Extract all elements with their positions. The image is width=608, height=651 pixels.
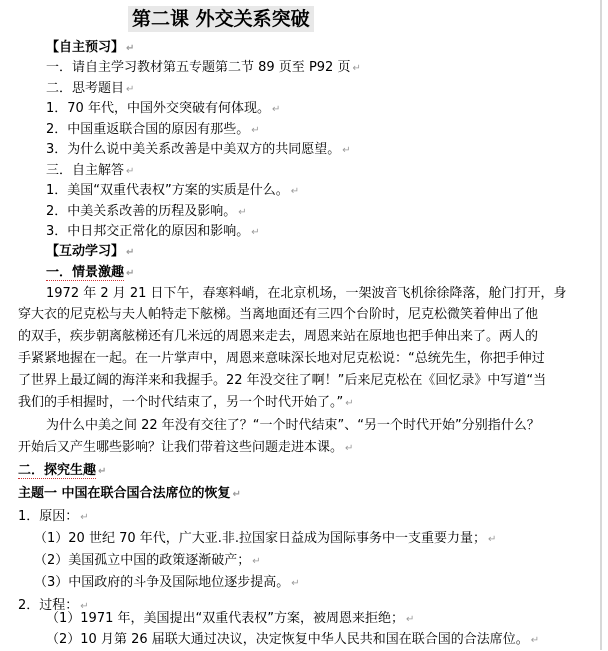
topic-heading: 主题一 中国在联合国合法席位的恢复 ↵	[18, 486, 241, 501]
text-line: 2．中国重返联合国的原因有那些。 ↵	[46, 122, 260, 137]
text-line: 的双手，疾步朝离舷梯还有几米远的周恩来走去，周恩来站在原地也把手伸出来了。两人的	[18, 329, 539, 344]
text-line: （1）20 世纪 70 年代，广大亚.非.拉国家日益成为国际事务中一支重要力量； ↵	[34, 531, 497, 546]
text-line: 为什么中美之间 22 年没有交往了？“一个时代结束”、“另一个时代开始”分别指什么？	[46, 418, 540, 433]
text-line: 了世界上最辽阔的海洋来和我握手。22 年没交往了啊！”后来尼克松在《回忆录》中写道“当	[18, 373, 547, 388]
text-line: 三．自主解答 ↵	[46, 163, 135, 178]
text-line: 2．中美关系改善的历程及影响。 ↵	[46, 204, 247, 219]
text-line: 1．美国“双重代表权”方案的实质是什么。 ↵	[46, 183, 300, 198]
text-line: 我们的手相握时，一个时代结束了，另一个时代开始了。” ↵	[18, 395, 354, 410]
text-line: 一．请自主学习教材第五专题第二节 89 页至 P92 页 ↵	[46, 60, 361, 75]
subheading-scenario: 一．情景激趣 ↵	[46, 265, 135, 280]
text-line: 1972 年 2 月 21 日下午，春寒料峭，在北京机场，一架波音飞机徐徐降落，舱门打开，身	[46, 286, 567, 301]
text-line: 1．原因： ↵	[18, 509, 89, 524]
text-line: （2）10 月第 26 届联大通过决议，决定恢复中华人民共和国在联合国的合法席位。 ↵	[46, 632, 540, 647]
text-line: 2．过程： ↵	[18, 598, 89, 613]
section-heading-preview: 【自主预习】 ↵	[46, 40, 135, 55]
text-line: 3．中日邦交正常化的原因和影响。 ↵	[46, 224, 260, 239]
text-line: 1．70 年代，中国外交突破有何体现。 ↵	[46, 101, 281, 116]
text-line: （1）1971 年，美国提出“双重代表权”方案，被周恩来拒绝； ↵	[46, 611, 415, 626]
section-heading-interactive: 【互动学习】 ↵	[46, 244, 135, 259]
text-line: 3．为什么说中美关系改善是中美双方的共同愿望。 ↵	[46, 142, 351, 157]
page-title: 第二课 外交关系突破	[128, 6, 314, 32]
subheading-explore: 二．探究生趣 ↵	[18, 463, 107, 478]
text-line: 手紧紧地握在一起。在一片掌声中，周恩来意味深长地对尼克松说：“总统先生，你把手伸过	[18, 351, 545, 366]
text-line: 穿大衣的尼克松与夫人帕特走下舷梯。当离地面还有三四个台阶时，尼克松微笑着伸出了他	[18, 307, 539, 322]
text-line: 二．思考题目 ↵	[46, 81, 135, 96]
text-line: （2）美国孤立中国的政策逐渐破产； ↵	[34, 553, 261, 568]
text-line: 开始后又产生哪些影响？让我们带着这些问题走进本课。 ↵	[18, 440, 354, 455]
text-line: （3）中国政府的斗争及国际地位逐步提高。 ↵	[34, 575, 300, 590]
